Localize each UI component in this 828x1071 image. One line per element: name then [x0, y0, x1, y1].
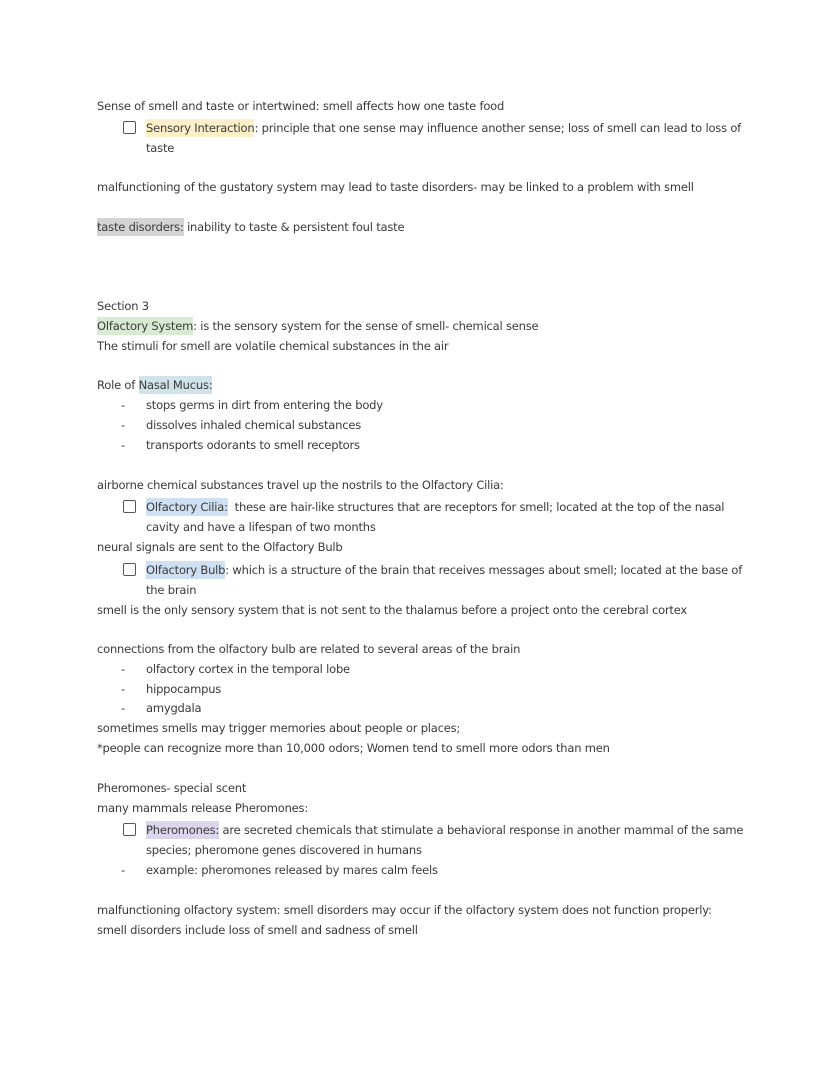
term-sensory-interaction: Sensory Interaction — [146, 121, 255, 135]
checklist-item-sensory-interaction: Sensory Interaction: principle that one sense may influence another sense; loss of smell can lead to loss of taste — [123, 118, 743, 158]
term-olfactory-system: Olfactory System — [97, 319, 194, 333]
odors-line: *people can recognize more than 10,000 odors; Women tend to smell more odors than men — [97, 741, 610, 755]
intro-line: Sense of smell and taste or intertwined: smell affects how one taste food — [97, 99, 505, 113]
thalamus-line: smell is the only sensory system that is not sent to the thalamus before a project onto the cerebral cortex — [97, 603, 688, 617]
term-olfactory-cilia: Olfactory Cilia: — [146, 500, 228, 514]
olfactory-system-line: Olfactory System: is the sensory system for the sense of smell- chemical sense — [97, 319, 539, 333]
dash-bullet-icon: - — [121, 662, 125, 676]
dash-bullet-icon: - — [121, 863, 125, 877]
dash-bullet-icon: - — [121, 418, 125, 432]
memories-line: sometimes smells may trigger memories about people or places; — [97, 721, 461, 735]
stimuli-line: The stimuli for smell are volatile chemical substances in the air — [97, 339, 449, 353]
checkbox[interactable] — [123, 823, 136, 836]
checkbox[interactable] — [123, 563, 136, 576]
pheromones-intro: many mammals release Pheromones: — [97, 801, 309, 815]
dash-bullet-icon: - — [121, 438, 125, 452]
gustatory-line: malfunctioning of the gustatory system may lead to taste disorders- may be linked to a problem with smell — [97, 180, 694, 194]
term-olfactory-bulb: Olfactory Bulb — [146, 563, 226, 577]
section-heading: Section 3 — [97, 299, 149, 313]
checkbox[interactable] — [123, 121, 136, 134]
taste-disorders-line: taste disorders: inability to taste & persistent foul taste — [97, 220, 405, 234]
checklist-item-olfactory-cilia: Olfactory Cilia: these are hair-like structures that are receptors for smell; located at the top of the nasal cavity and have a lifespan of two months — [123, 497, 743, 537]
list-item: - amygdala — [97, 698, 697, 718]
smell-disorders-line-2: smell disorders include loss of smell and sadness of smell — [97, 923, 418, 937]
term-nasal-mucus: Nasal Mucus: — [138, 378, 213, 392]
checkbox[interactable] — [123, 500, 136, 513]
list-item: - hippocampus — [97, 679, 697, 699]
connections-line: connections from the olfactory bulb are related to several areas of the brain — [97, 642, 521, 656]
smell-disorders-line: malfunctioning olfactory system: smell disorders may occur if the olfactory system does not function properly: — [97, 903, 712, 917]
pheromones-heading: Pheromones- special scent — [97, 781, 247, 795]
checklist-item-olfactory-bulb: Olfactory Bulb: which is a structure of the brain that receives messages about smell; located at the base of the brain — [123, 560, 743, 600]
term-pheromones: Pheromones: — [146, 823, 220, 837]
list-item: - olfactory cortex in the temporal lobe — [97, 659, 697, 679]
term-taste-disorders: taste disorders: — [97, 220, 184, 234]
airborne-line: airborne chemical substances travel up the nostrils to the Olfactory Cilia: — [97, 478, 504, 492]
list-item: - transports odorants to smell receptors — [97, 435, 697, 455]
nasal-mucus-line: Role of Nasal Mucus: — [97, 378, 213, 392]
list-item: - stops germs in dirt from entering the body — [97, 395, 697, 415]
dash-bullet-icon: - — [121, 701, 125, 715]
checklist-item-pheromones: Pheromones: are secreted chemicals that stimulate a behavioral response in another mammal of the same species; pheromone genes discovered in humans — [123, 820, 743, 860]
neural-line: neural signals are sent to the Olfactory Bulb — [97, 540, 343, 554]
list-item: - dissolves inhaled chemical substances — [97, 415, 697, 435]
dash-bullet-icon: - — [121, 682, 125, 696]
dash-bullet-icon: - — [121, 398, 125, 412]
list-item: - example: pheromones released by mares calm feels — [97, 860, 697, 880]
